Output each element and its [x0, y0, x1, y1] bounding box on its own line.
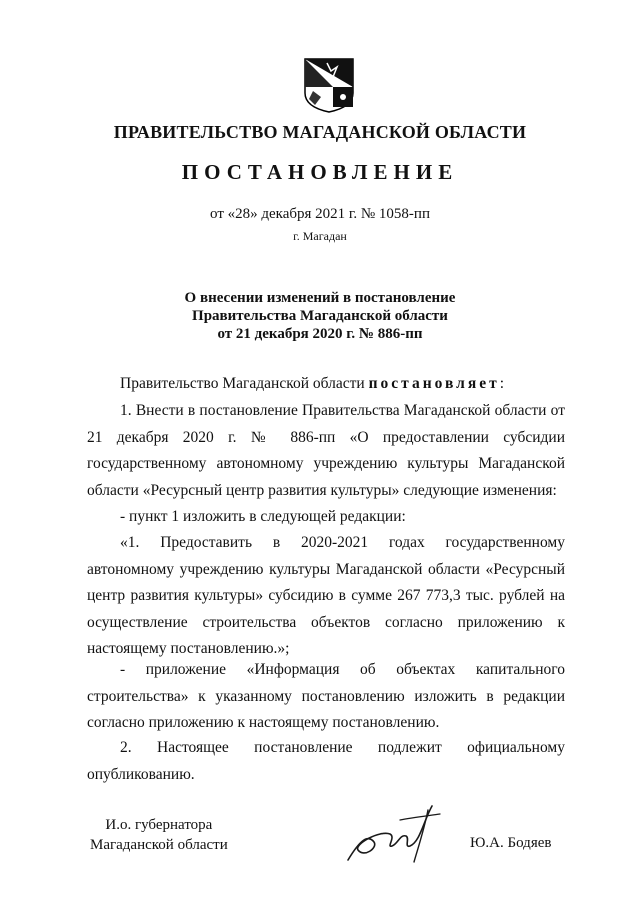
- signer-position-line-2: Магаданской области: [90, 837, 228, 853]
- government-title: ПРАВИТЕЛЬСТВО МАГАДАНСКОЙ ОБЛАСТИ: [113, 122, 527, 142]
- signer-position: [90, 815, 228, 855]
- document-type: ПОСТАНОВЛЕНИЕ: [181, 160, 459, 184]
- coat-of-arms-icon: [303, 57, 355, 113]
- document-city: г. Магадан: [293, 229, 347, 243]
- subject-line-1: О внесении изменений в постановление: [184, 290, 456, 306]
- intro-suffix: :: [499, 375, 505, 392]
- subject-line-3: от 21 декабря 2020 г. № 886-пп: [217, 326, 423, 342]
- subject-line-2: Правительства Магаданской области: [192, 308, 448, 324]
- intro-prefix: Правительство Магаданской области: [120, 375, 365, 392]
- bullet-point-1: - пункт 1 изложить в следующей редакции:: [120, 508, 406, 525]
- intro-keyword: постановляет: [368, 375, 500, 392]
- intro-paragraph: [87, 371, 565, 398]
- signer-name: Ю.А. Бодяев: [470, 835, 552, 851]
- document-number-date: от «28» декабря 2021 г. № 1058-пп: [210, 206, 430, 222]
- handwritten-signature-icon: [340, 800, 450, 870]
- document-subject: [0, 289, 640, 343]
- bullet-point-2: - приложение «Информация об объектах капитального строительства» к указанному постановлению изложить в редакции согласно приложению к настоящему постановлению.: [87, 661, 565, 731]
- paragraph-1: 1. Внести в постановление Правительства Магаданской области от 21 декабря 2020 г. № 886-пп «О предоставлении субсидии государственному автономному учреждению культуры Магаданской области «Ресурсный центр развития культуры» следующие изменения:: [87, 402, 565, 499]
- quoted-paragraph: «1. Предоставить в 2020-2021 годах государственному автономному учреждению культуры Магаданской области «Ресурсный центр развития культуры» субсидию в сумме 267 773,3 тыс. рублей на осуществление строительства объектов согласно приложению к настоящему постановлению.»;: [87, 534, 565, 657]
- signer-position-line-1: И.о. губернатора: [105, 817, 213, 833]
- paragraph-2: 2. Настоящее постановление подлежит официальному опубликованию.: [87, 739, 565, 783]
